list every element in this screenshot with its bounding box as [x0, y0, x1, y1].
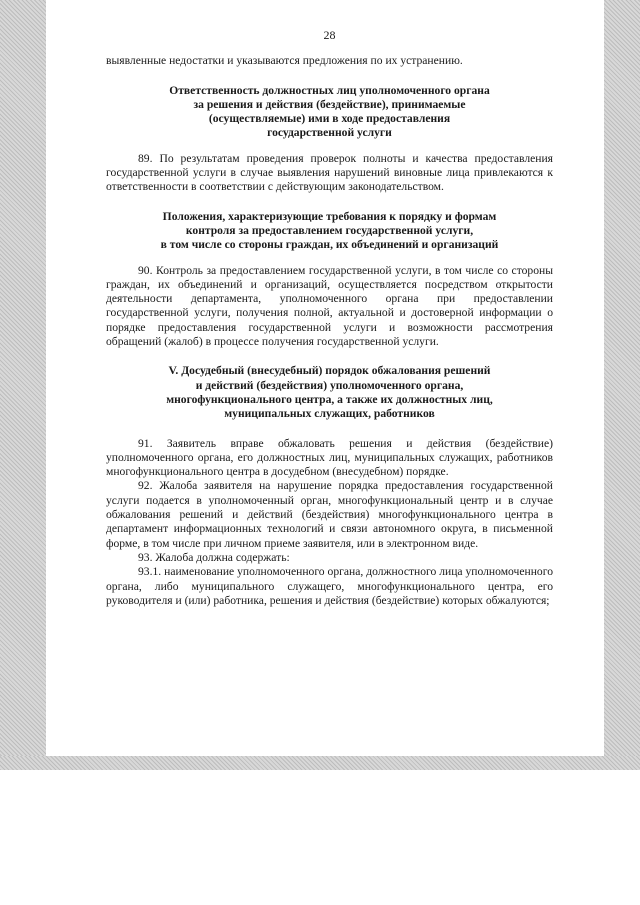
section-title-line: Положения, характеризующие требования к порядку и формам	[162, 209, 497, 223]
paragraph-91: 91. Заявитель вправе обжаловать решения и действия (бездействие) уполномоченного органа, его должностных лиц, муниципальных служащих, работников многофункционального центра в досудебном (внесудебном) порядке.	[106, 436, 553, 479]
section-title-control	[106, 210, 553, 253]
section-title-line: муниципальных служащих, работников	[224, 407, 435, 421]
scan-border-bottom	[0, 756, 640, 770]
section-title-line: контроля за предоставлением государственной услуги,	[185, 223, 474, 237]
section-title-appeal	[106, 364, 553, 421]
section-title-responsibility	[106, 84, 553, 141]
paragraph-89: 89. По результатам проведения проверок полноты и качества предоставления государственной услуги в случае выявления нарушений виновные лица привлекаются к ответственности в соответствии с действующим законодательством.	[106, 151, 553, 194]
page-number: 28	[323, 28, 336, 42]
paragraph-90: 90. Контроль за предоставлением государственной услуги, в том числе со стороны граждан, их объединений и организаций, осуществляется посредством открытости деятельности департамента, уполномоченного органа при предоставлении государственной услуги, получения полной, актуальной и достоверной информации о порядке предоставления государственной услуги и возможности рассмотрения обращений (жалоб) в процессе получения государственной услуги.	[106, 263, 553, 349]
intro-line: выявленные недостатки и указываются предложения по их устранению.	[106, 54, 463, 68]
section-title-line: в том числе со стороны граждан, их объединений и организаций	[160, 238, 499, 252]
section-title-line: за решения и действия (бездействие), принимаемые	[193, 97, 466, 111]
section-title-line: V. Досудебный (внесудебный) порядок обжалования решений	[168, 364, 491, 378]
section-title-line: Ответственность должностных лиц уполномоченного органа	[169, 83, 490, 97]
section-title-line: многофункционального центра, а также их должностных лиц,	[166, 392, 493, 406]
document-page	[106, 28, 553, 608]
paragraph-92: 92. Жалоба заявителя на нарушение порядка предоставления государственной услуги подается в уполномоченный орган, многофункциональный центр и в случае обжалования решений и действий (бездействия) многофункционального центра в департамент информационных технологий и связи автономного округа, в письменной форме, в том числе при личном приеме заявителя, или в электронном виде.	[106, 479, 553, 550]
paragraph-93: 93. Жалоба должна содержать:	[138, 550, 290, 564]
scan-border-left	[0, 0, 46, 768]
paragraph-93-1: 93.1. наименование уполномоченного органа, должностного лица уполномоченного органа, либо муниципального служащего, многофункционального центра, его руководителя и (или) работника, решения и действия (бездействие) которых обжалуются;	[106, 565, 553, 607]
section-title-line: государственной услуги	[267, 126, 392, 140]
section-title-line: (осуществляемые) ими в ходе предоставления	[208, 112, 451, 126]
scan-border-right	[604, 0, 640, 768]
section-title-line: и действий (бездействия) уполномоченного органа,	[195, 378, 464, 392]
